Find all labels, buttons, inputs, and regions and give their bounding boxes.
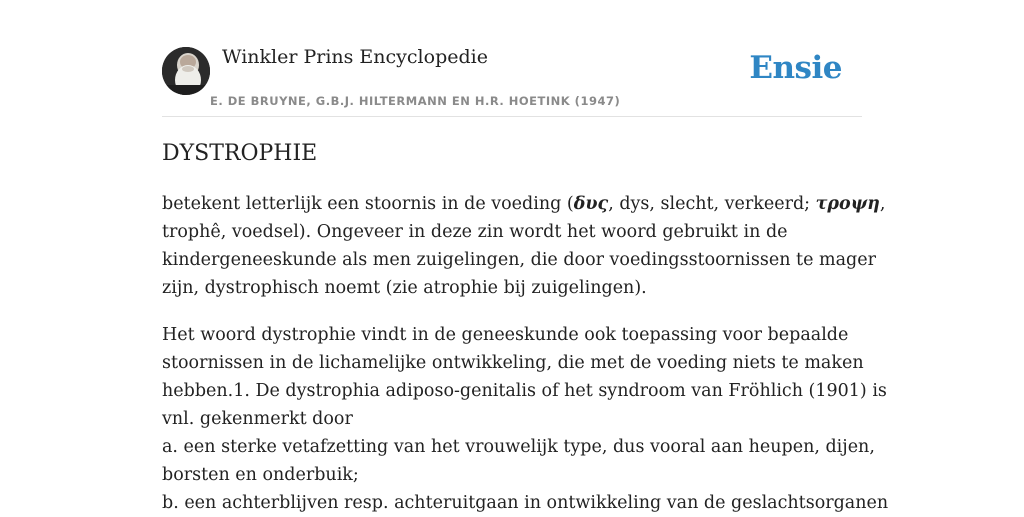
site-header bbox=[162, 0, 862, 117]
text-line: a. een sterke vetafzetting van het vrouwelijk type, dus vooral aan heupen, dijen, bbox=[162, 437, 875, 457]
text-line: b. een achterblijven resp. achteruitgaan in ontwikkeling van de geslachtsorganen bbox=[162, 493, 889, 513]
portrait-icon bbox=[162, 47, 210, 95]
article-title: DYSTROPHIE bbox=[162, 141, 318, 166]
text-line: borsten en onderbuik; bbox=[162, 465, 359, 485]
authors-byline: E. DE BRUYNE, G.B.J. HILTERMANN EN H.R. HOETINK (1947) bbox=[210, 94, 621, 108]
site-title[interactable]: Winkler Prins Encyclopedie bbox=[222, 46, 488, 68]
paragraph-1 bbox=[162, 190, 886, 302]
text-line: hebben.1. De dystrophia adiposo-genitalis of het syndroom van Fröhlich (1901) is bbox=[162, 381, 887, 401]
paragraph-2 bbox=[162, 321, 889, 517]
text-line: stoornissen in de lichamelijke ontwikkeling, die met de voeding niets te maken bbox=[162, 353, 864, 373]
portrait-avatar bbox=[162, 47, 210, 95]
text-run: betekent letterlijk een stoornis in de voeding ( bbox=[162, 194, 574, 214]
text-run: , bbox=[879, 194, 886, 214]
page bbox=[162, 0, 889, 517]
ensie-brand-link[interactable]: Ensie bbox=[749, 50, 842, 86]
text-run: , dys, slecht, verkeerd; bbox=[608, 194, 816, 214]
text-line: trophê, voedsel). Ongeveer in deze zin wordt het woord gebruikt in de bbox=[162, 222, 788, 242]
text-line: vnl. gekenmerkt door bbox=[162, 409, 353, 429]
text-line: zijn, dystrophisch noemt (zie atrophie bij zuigelingen). bbox=[162, 278, 647, 298]
greek-term-dys: δυς bbox=[573, 194, 609, 214]
text-line: Het woord dystrophie vindt in de geneeskunde ook toepassing voor bepaalde bbox=[162, 325, 849, 345]
text-line: kindergeneeskunde als men zuigelingen, die door voedingsstoornissen te mager bbox=[162, 250, 876, 270]
article-body bbox=[162, 190, 889, 517]
greek-term-trophe: τροψη bbox=[815, 194, 880, 214]
text-line bbox=[162, 190, 886, 218]
